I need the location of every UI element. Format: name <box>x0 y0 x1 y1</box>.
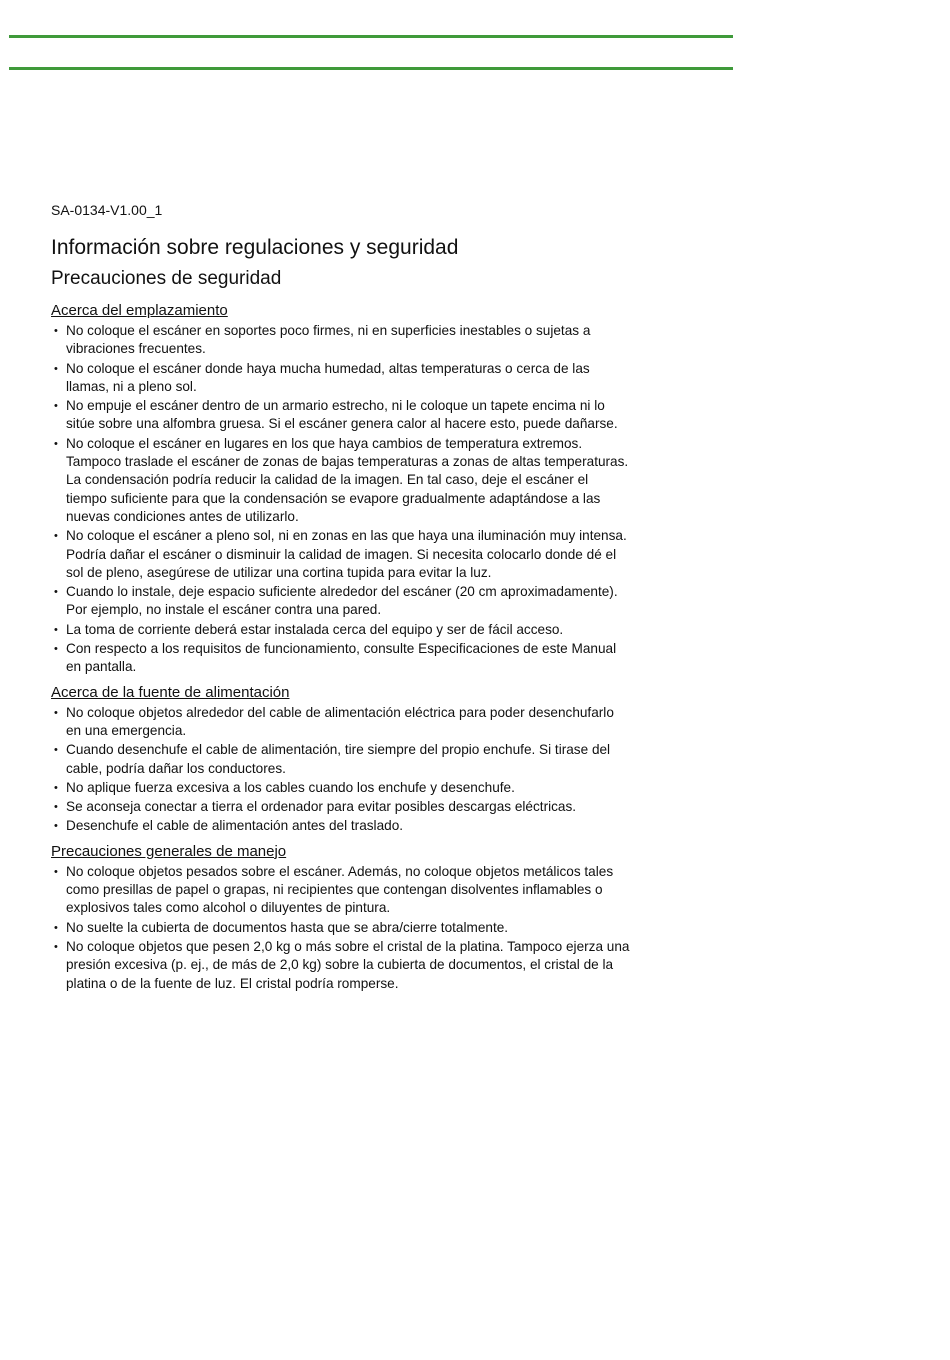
list-item: • Se aconseja conectar a tierra el ordenador para evitar posibles descargas eléctricas. <box>51 798 631 816</box>
list-item: • No coloque objetos que pesen 2,0 kg o más sobre el cristal de la platina. Tampoco ejerza una presión excesiva (p. ej., de más de 2,0 kg) sobre la cubierta de documentos, el cristal de la platina o de la fuente de luz. El cristal podría romperse. <box>51 938 631 993</box>
bullet-list <box>51 863 631 993</box>
list-item: • Con respecto a los requisitos de funcionamiento, consulte Especificaciones de este Manual en pantalla. <box>51 640 631 677</box>
section-fuente-alimentacion <box>51 683 631 836</box>
header-rule-top <box>9 35 733 38</box>
document-title: Información sobre regulaciones y seguridad <box>51 236 459 259</box>
section-heading: Acerca de la fuente de alimentación <box>51 683 290 701</box>
header-rule-bottom <box>9 67 733 70</box>
list-item: • No coloque el escáner en lugares en los que haya cambios de temperatura extremos. Tampoco traslade el escáner de zonas de bajas temperaturas a zonas de altas temperaturas. La condensación podría reducir la calidad de la imagen. En tal caso, deje el escáner el tiempo suficiente para que la condensación se evapore gradualmente adaptándose a las nuevas condiciones antes de utilizarlo. <box>51 435 631 526</box>
document-body <box>51 201 631 999</box>
list-item: • No coloque el escáner donde haya mucha humedad, altas temperaturas o cerca de las llamas, ni a pleno sol. <box>51 360 631 397</box>
list-item: • No suelte la cubierta de documentos hasta que se abra/cierre totalmente. <box>51 919 631 937</box>
list-item: • Cuando lo instale, deje espacio suficiente alrededor del escáner (20 cm aproximadamente). Por ejemplo, no instale el escáner contra una pared. <box>51 583 631 620</box>
bullet-list <box>51 322 631 677</box>
list-item: • No coloque el escáner en soportes poco firmes, ni en superficies inestables o sujetas a vibraciones frecuentes. <box>51 322 631 359</box>
bullet-list <box>51 704 631 836</box>
document-code: SA-0134-V1.00_1 <box>51 202 163 218</box>
section-heading: Precauciones generales de manejo <box>51 842 287 860</box>
list-item: • Cuando desenchufe el cable de alimentación, tire siempre del propio enchufe. Si tirase del cable, podría dañar los conductores. <box>51 741 631 778</box>
list-item: • No aplique fuerza excesiva a los cables cuando los enchufe y desenchufe. <box>51 779 631 797</box>
list-item: • No coloque objetos alrededor del cable de alimentación eléctrica para poder desenchufarlo en una emergencia. <box>51 704 631 741</box>
list-item: • Desenchufe el cable de alimentación antes del traslado. <box>51 817 631 835</box>
list-item: • No empuje el escáner dentro de un armario estrecho, ni le coloque un tapete encima ni lo sitúe sobre una alfombra gruesa. Si el escáner genera calor al hacere esto, puede dañarse. <box>51 397 631 434</box>
section-emplazamiento <box>51 301 631 677</box>
list-item: • La toma de corriente deberá estar instalada cerca del equipo y ser de fácil acceso. <box>51 621 631 639</box>
list-item: • No coloque el escáner a pleno sol, ni en zonas en las que haya una iluminación muy intensa. Podría dañar el escáner o disminuir la calidad de imagen. Si necesita colocarlo donde dé el sol de pleno, asegúrese de utilizar una cortina tupida para evitar la luz. <box>51 527 631 582</box>
section-heading: Acerca del emplazamiento <box>51 302 228 319</box>
document-subtitle: Precauciones de seguridad <box>51 268 282 289</box>
list-item: • No coloque objetos pesados sobre el escáner. Además, no coloque objetos metálicos tales como presillas de papel o grapas, ni recipientes que contengan disolventes inflamables o explosivos tales como alcohol o diluyentes de pintura. <box>51 863 631 918</box>
section-precauciones-manejo <box>51 842 631 993</box>
